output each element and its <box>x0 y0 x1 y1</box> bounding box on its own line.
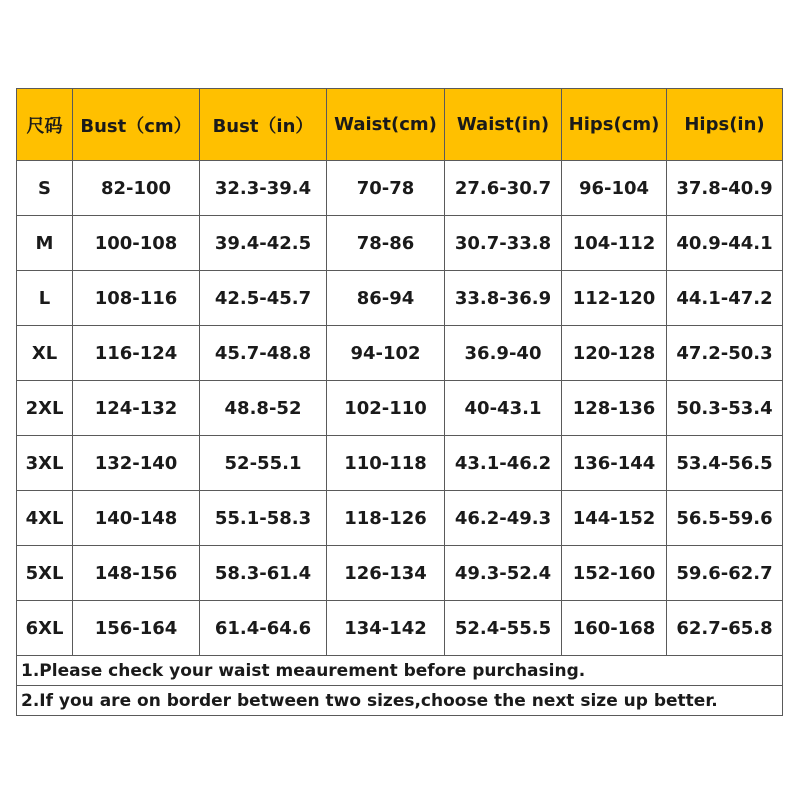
cell-bust-cm: 140-148 <box>73 491 200 546</box>
cell-size: S <box>17 161 73 216</box>
size-chart-table <box>16 88 783 716</box>
cell-hips-cm: 144-152 <box>562 491 667 546</box>
cell-waist-cm: 126-134 <box>327 546 445 601</box>
cell-hips-in: 53.4-56.5 <box>667 436 783 491</box>
cell-size: 3XL <box>17 436 73 491</box>
cell-hips-cm: 120-128 <box>562 326 667 381</box>
cell-hips-cm: 128-136 <box>562 381 667 436</box>
cell-hips-in: 44.1-47.2 <box>667 271 783 326</box>
cell-bust-cm: 156-164 <box>73 601 200 656</box>
header-row <box>17 89 783 161</box>
cell-hips-cm: 104-112 <box>562 216 667 271</box>
cell-hips-cm: 160-168 <box>562 601 667 656</box>
header-waist-in: Waist(in) <box>445 89 562 161</box>
cell-size: 4XL <box>17 491 73 546</box>
note-1: 1.Please check your waist meaurement before purchasing. <box>17 656 783 686</box>
size-chart-container <box>16 88 782 716</box>
table-row <box>17 381 783 436</box>
cell-hips-in: 40.9-44.1 <box>667 216 783 271</box>
cell-hips-cm: 136-144 <box>562 436 667 491</box>
cell-bust-in: 52-55.1 <box>200 436 327 491</box>
cell-bust-cm: 124-132 <box>73 381 200 436</box>
cell-size: 5XL <box>17 546 73 601</box>
cell-waist-cm: 78-86 <box>327 216 445 271</box>
cell-waist-in: 43.1-46.2 <box>445 436 562 491</box>
note-row <box>17 656 783 686</box>
cell-waist-in: 49.3-52.4 <box>445 546 562 601</box>
cell-bust-cm: 82-100 <box>73 161 200 216</box>
header-bust-cm: Bust（cm） <box>73 89 200 161</box>
header-hips-in: Hips(in) <box>667 89 783 161</box>
cell-hips-in: 47.2-50.3 <box>667 326 783 381</box>
header-bust-in: Bust（in） <box>200 89 327 161</box>
cell-bust-in: 39.4-42.5 <box>200 216 327 271</box>
header-size: 尺码 <box>17 89 73 161</box>
cell-hips-cm: 112-120 <box>562 271 667 326</box>
cell-waist-cm: 94-102 <box>327 326 445 381</box>
cell-hips-cm: 152-160 <box>562 546 667 601</box>
cell-size: XL <box>17 326 73 381</box>
cell-bust-in: 58.3-61.4 <box>200 546 327 601</box>
cell-bust-cm: 100-108 <box>73 216 200 271</box>
table-row <box>17 161 783 216</box>
table-row <box>17 546 783 601</box>
cell-hips-in: 56.5-59.6 <box>667 491 783 546</box>
cell-waist-in: 36.9-40 <box>445 326 562 381</box>
table-row <box>17 491 783 546</box>
cell-waist-cm: 118-126 <box>327 491 445 546</box>
cell-bust-cm: 108-116 <box>73 271 200 326</box>
cell-hips-in: 37.8-40.9 <box>667 161 783 216</box>
cell-bust-in: 32.3-39.4 <box>200 161 327 216</box>
cell-waist-in: 30.7-33.8 <box>445 216 562 271</box>
cell-bust-in: 55.1-58.3 <box>200 491 327 546</box>
cell-bust-in: 42.5-45.7 <box>200 271 327 326</box>
table-row <box>17 271 783 326</box>
cell-hips-in: 50.3-53.4 <box>667 381 783 436</box>
cell-waist-in: 52.4-55.5 <box>445 601 562 656</box>
cell-bust-in: 61.4-64.6 <box>200 601 327 656</box>
cell-waist-cm: 102-110 <box>327 381 445 436</box>
cell-size: 6XL <box>17 601 73 656</box>
note-row <box>17 686 783 716</box>
cell-waist-in: 33.8-36.9 <box>445 271 562 326</box>
header-waist-cm: Waist(cm) <box>327 89 445 161</box>
cell-hips-in: 62.7-65.8 <box>667 601 783 656</box>
cell-bust-cm: 116-124 <box>73 326 200 381</box>
cell-size: M <box>17 216 73 271</box>
header-hips-cm: Hips(cm) <box>562 89 667 161</box>
table-row <box>17 601 783 656</box>
cell-waist-in: 27.6-30.7 <box>445 161 562 216</box>
table-row <box>17 216 783 271</box>
note-2: 2.If you are on border between two sizes,choose the next size up better. <box>17 686 783 716</box>
cell-waist-in: 40-43.1 <box>445 381 562 436</box>
cell-size: 2XL <box>17 381 73 436</box>
cell-waist-cm: 70-78 <box>327 161 445 216</box>
cell-waist-cm: 134-142 <box>327 601 445 656</box>
cell-waist-in: 46.2-49.3 <box>445 491 562 546</box>
cell-bust-in: 45.7-48.8 <box>200 326 327 381</box>
table-row <box>17 436 783 491</box>
cell-bust-cm: 148-156 <box>73 546 200 601</box>
table-row <box>17 326 783 381</box>
cell-size: L <box>17 271 73 326</box>
cell-waist-cm: 86-94 <box>327 271 445 326</box>
cell-hips-cm: 96-104 <box>562 161 667 216</box>
cell-bust-in: 48.8-52 <box>200 381 327 436</box>
cell-bust-cm: 132-140 <box>73 436 200 491</box>
cell-hips-in: 59.6-62.7 <box>667 546 783 601</box>
cell-waist-cm: 110-118 <box>327 436 445 491</box>
